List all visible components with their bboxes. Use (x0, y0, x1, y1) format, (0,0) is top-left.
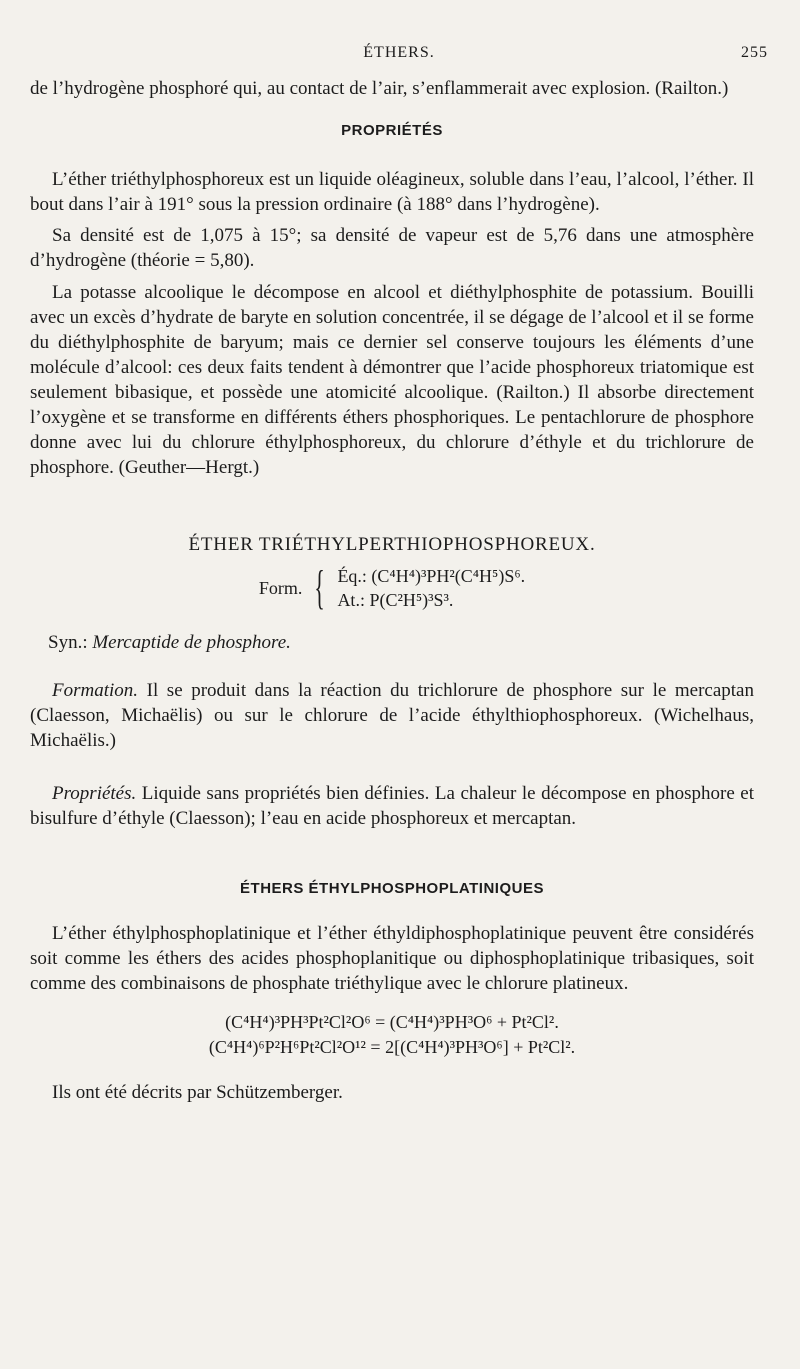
formation-paragraph (30, 678, 754, 753)
equation-line: (C⁴H⁴)⁶P²H⁶Pt²Cl²O¹² = 2[(C⁴H⁴)³PH³O⁶] + Pt²Cl². (208, 1037, 576, 1057)
formula-label: Form. (258, 578, 303, 598)
proprietes-text: Liquide sans propriétés bien définies. La chaleur le décompose en phosphore et bisulfure d’éthyle (Claesson); l’eau en acide phosphoreux et mercaptan. (30, 783, 754, 829)
page-body (30, 76, 754, 1105)
page-number: 255 (741, 44, 768, 61)
proprietes-label: Propriétés. (52, 783, 137, 804)
equation-line: (C⁴H⁴)³PH³Pt²Cl²O⁶ = (C⁴H⁴)³PH³O⁶ + Pt²Cl². (225, 1012, 559, 1032)
synonym-text: Mercaptide de phosphore. (92, 632, 291, 653)
formula-block (30, 561, 754, 614)
formula-equivalent: Éq.: (C⁴H⁴)³PH²(C⁴H⁵)S⁶. (337, 566, 526, 586)
intro-paragraph: de l’hydrogène phosphoré qui, au contact de l’air, s’enflammerait avec explosion. (Railton.) (30, 78, 729, 99)
formation-label: Formation. (52, 680, 139, 701)
closing-line: Ils ont été décrits par Schützemberger. (52, 1082, 343, 1103)
proprietes-paragraph (30, 781, 754, 831)
body-paragraph: L’éther éthylphosphoplatinique et l’éther éthyldiphosphoplatinique peuvent être considérés soit comme les éthers des acides phosphoplanitique ou diphosphoplatinique tribasiques, soit comme des combinaisons de phosphate triéthylique avec le chlorure platineux. (30, 923, 754, 994)
section-heading-ethers-ethylphosphoplatiniques: ÉTHERS ÉTHYLPHOSPHOPLATINIQUES (240, 880, 544, 897)
body-paragraph: L’éther triéthylphosphoreux est un liquide oléagineux, soluble dans l’eau, l’alcool, l’éther. Il bout dans l’air à 191° sous la pression ordinaire (à 188° dans l’hydrogène). (30, 169, 754, 215)
section-heading-proprietes: PROPRIÉTÉS (341, 122, 443, 139)
body-paragraph: La potasse alcoolique le décompose en alcool et diéthylphosphite de potassium. Bouilli avec un excès d’hydrate de baryte en solution concentrée, il se dégage de l’alcool et il se forme du diéthylphosphite de baryum; mais ce dernier sel conserve toujours les éléments d’une molécule d’alcool: ces deux faits tendent à démontrer que l’acide phosphoreux triatomique est seulement bibasique, et possède une atomicité alcoolique. (Railton.) Il absorbe directement l’oxygène et se transforme en différents éthers phosphoriques. Le pentachlorure de phosphore donne avec lui du chlorure éthylphosphoreux, du chlorure d’éthyle et du trichlorure de phosphore. (Geuther—Hergt.) (30, 282, 754, 478)
running-header (30, 44, 768, 68)
brace-icon: { (314, 561, 326, 614)
section-heading-ether-triethylperthiophosphoreux: ÉTHER TRIÉTHYLPERTHIOPHOSPHOREUX. (188, 534, 596, 555)
body-paragraph: Sa densité est de 1,075 à 15°; sa densité de vapeur est de 5,76 dans une atmosphère d’hydrogène (théorie = 5,80). (30, 225, 754, 271)
synonym-line (30, 630, 754, 655)
running-title: ÉTHERS. (363, 44, 435, 61)
formation-text: Il se produit dans la réaction du trichlorure de phosphore sur le mercaptan (Claesson, Michaëlis) ou sur le chlorure de l’acide éthylthiophosphoreux. (Wichelhaus, Michaëlis.) (30, 680, 754, 751)
formula-atomic: At.: P(C²H⁵)³S³. (337, 590, 454, 610)
synonym-label: Syn.: (48, 632, 93, 653)
